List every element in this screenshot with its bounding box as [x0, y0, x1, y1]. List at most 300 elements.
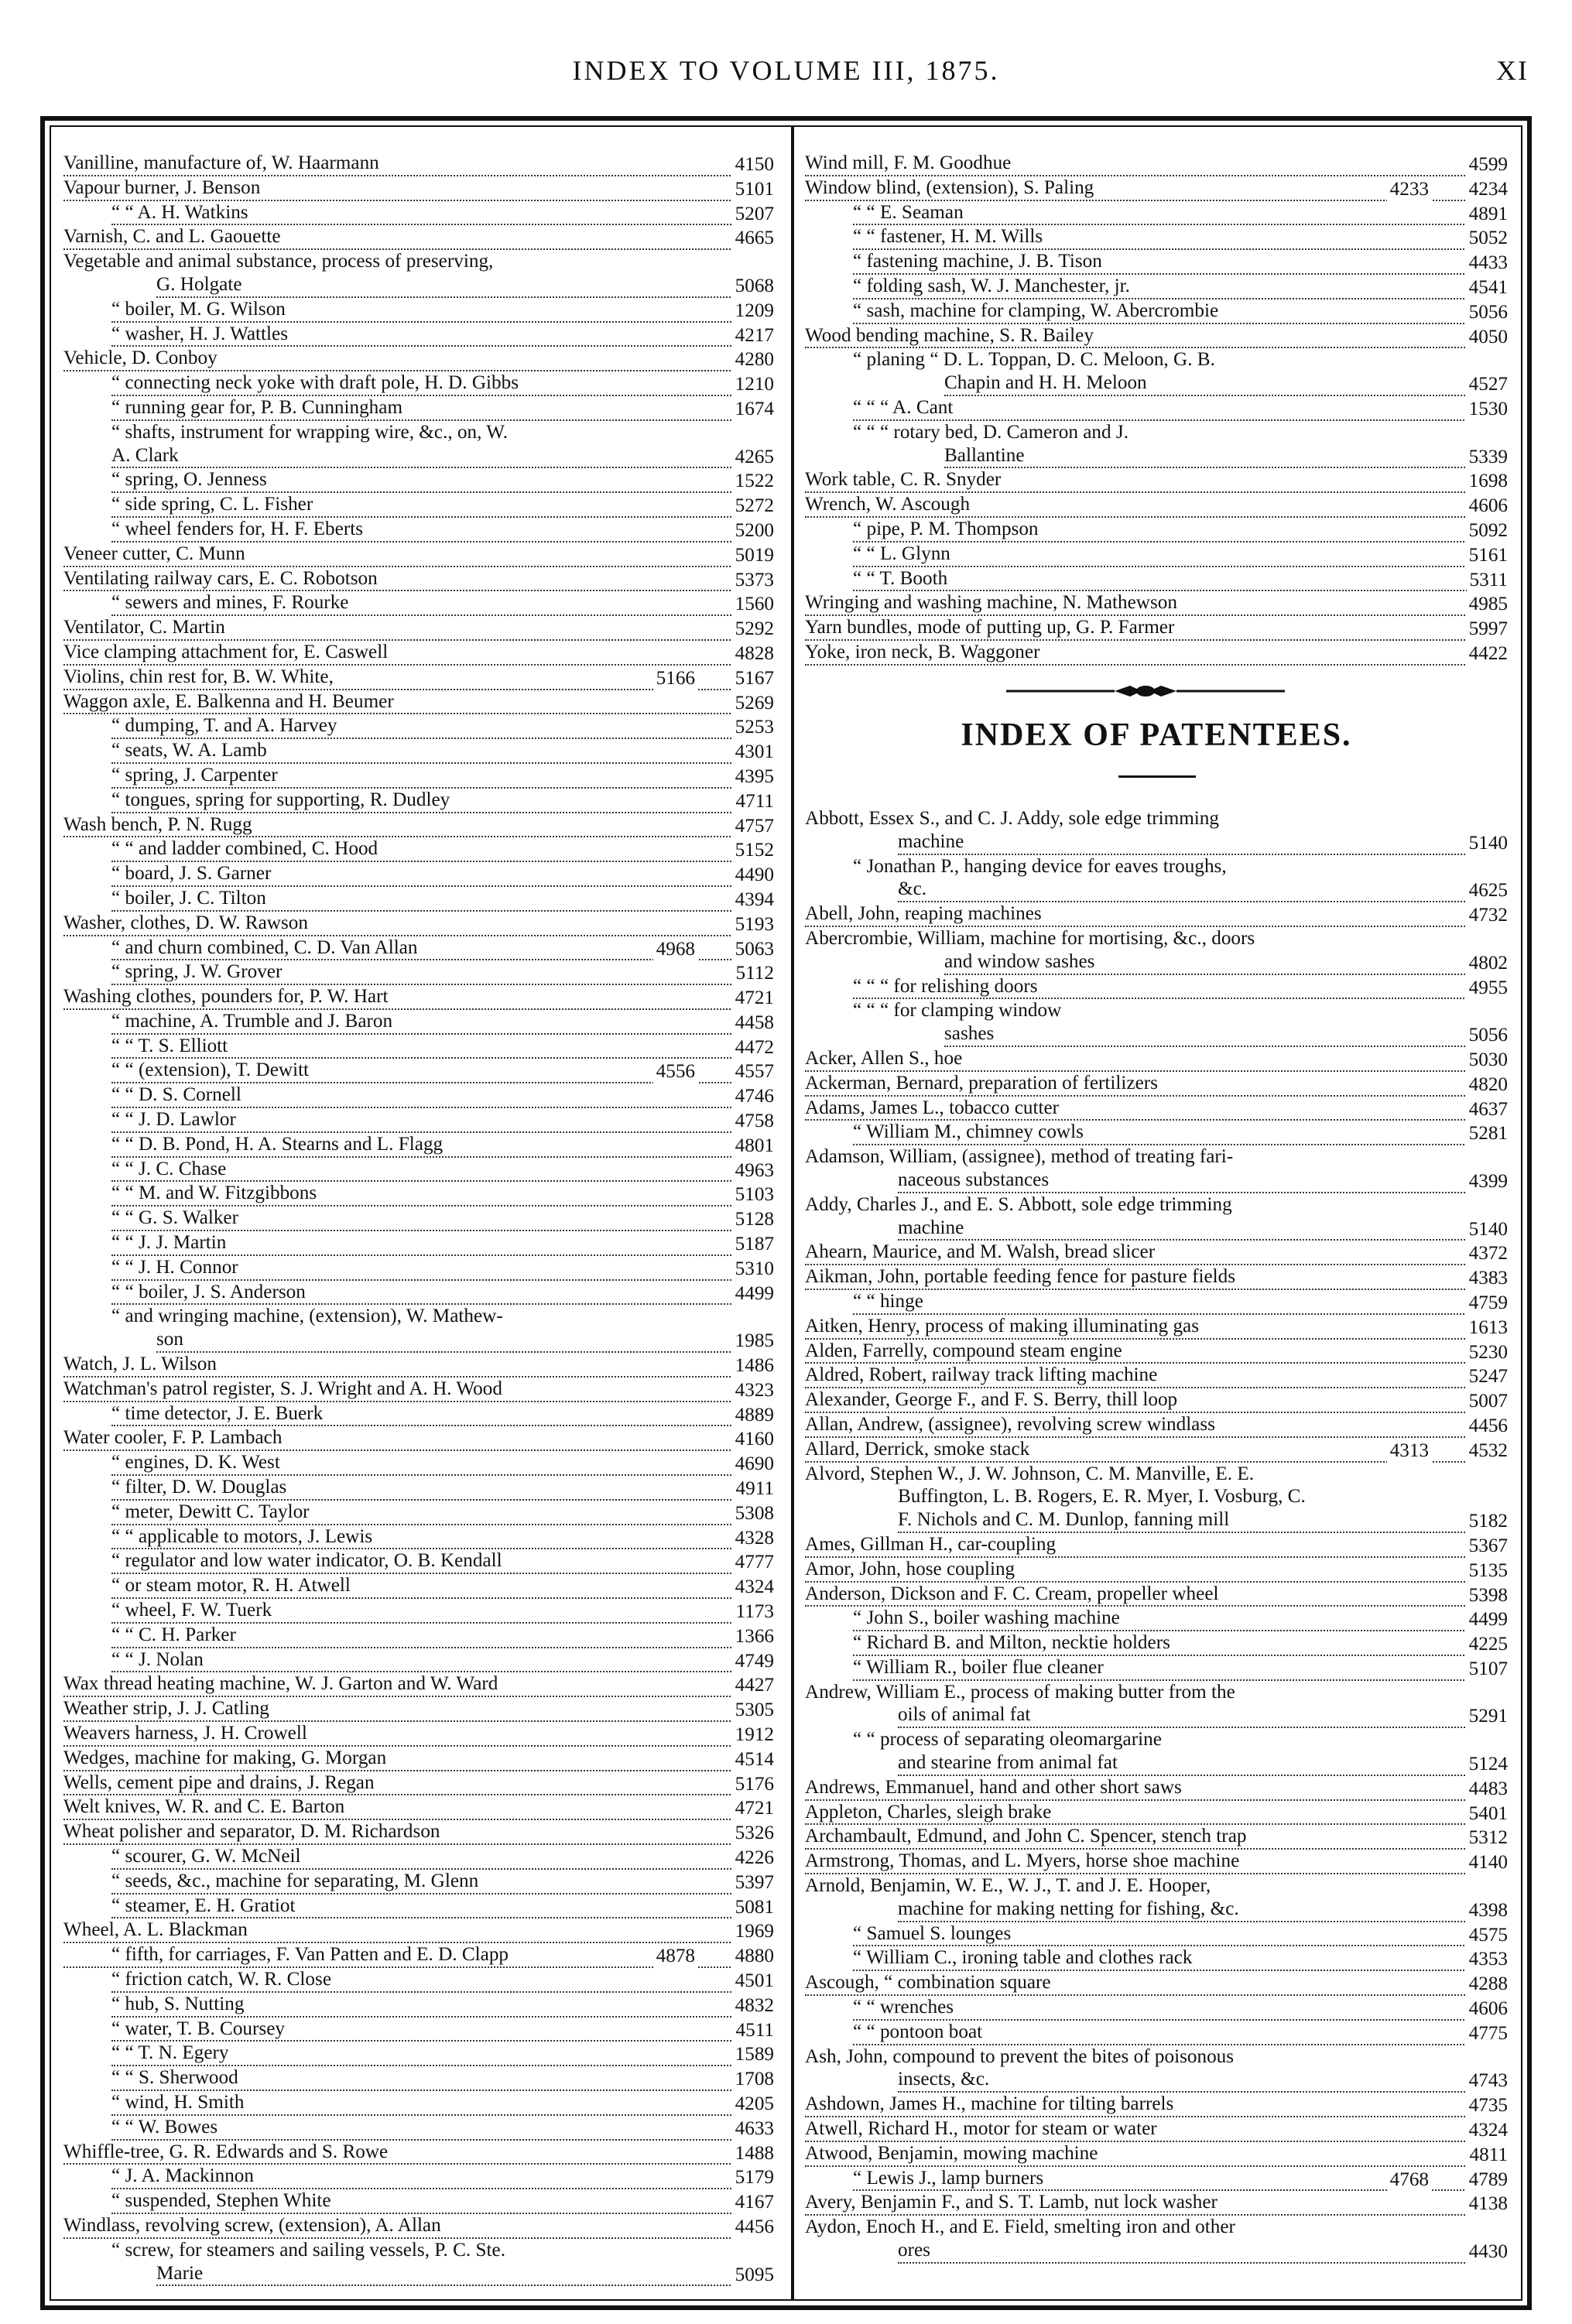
- index-entry: [805, 1508, 1508, 1533]
- entry-text: Wheel, A. L. Blackman: [63, 1918, 774, 1943]
- index-entry: [805, 2021, 1508, 2045]
- entry-patent-number: 5397: [732, 1871, 774, 1894]
- entry-text: Acker, Allen S., hoe: [805, 1047, 1508, 1072]
- entry-patent-number: 5128: [732, 1208, 774, 1231]
- index-entry: [63, 1328, 774, 1353]
- entry-text: Aitken, Henry, process of making illuminating gas: [805, 1315, 1508, 1340]
- index-entry: [805, 1850, 1508, 1874]
- index-entry: [805, 201, 1508, 226]
- entry-text: Aldred, Robert, railway track lifting machine: [805, 1364, 1508, 1388]
- index-entry: [63, 1574, 774, 1599]
- column-divider: [791, 125, 794, 2301]
- index-entry: [63, 1993, 774, 2018]
- entry-text: “ regulator and low water indicator, O. B. Kendall: [111, 1549, 774, 1574]
- entry-text: “ “ J. D. Lawlor: [111, 1108, 774, 1133]
- entry-text: “ Richard B. and Milton, necktie holders: [853, 1631, 1508, 1656]
- index-entry: [805, 1145, 1508, 1169]
- entry-patent-number: 4721: [732, 1797, 774, 1820]
- index-entry: [63, 1010, 774, 1035]
- index-entry: [63, 1083, 774, 1108]
- entry-text: “ “ “ A. Cant: [853, 396, 1508, 421]
- entry-text: Allard, Derrick, smoke stack: [805, 1438, 1508, 1463]
- entry-extension-number: 4233: [1387, 178, 1432, 201]
- index-entry: [805, 1751, 1508, 1776]
- entry-patent-number: 4963: [732, 1159, 774, 1183]
- entry-patent-number: 4472: [732, 1036, 774, 1059]
- index-entry: [805, 1072, 1508, 1097]
- entry-text: Ashdown, James H., machine for tilting barrels: [805, 2093, 1508, 2117]
- entry-patent-number: 4633: [732, 2117, 774, 2141]
- entry-patent-number: 5140: [1466, 832, 1508, 855]
- index-entry: [63, 1256, 774, 1281]
- entry-patent-number: 4527: [1466, 373, 1508, 396]
- index-entry: [63, 1599, 774, 1624]
- index-entry: [805, 830, 1508, 855]
- ornament-divider: [1006, 683, 1285, 699]
- entry-patent-number: 5291: [1466, 1705, 1508, 1728]
- index-entry: [63, 2262, 774, 2287]
- entry-text: machine: [898, 830, 1508, 855]
- entry-patent-number: 1522: [732, 470, 774, 493]
- index-entry: [805, 641, 1508, 666]
- entry-text: Alvord, Stephen W., J. W. Johnson, C. M. Manville, E. E.: [805, 1463, 1255, 1484]
- index-entry: [805, 1485, 1508, 1508]
- entry-patent-number: 4599: [1466, 153, 1508, 176]
- entry-text: “ John S., boiler washing machine: [853, 1607, 1508, 1631]
- entry-patent-number: 5247: [1466, 1365, 1508, 1388]
- entry-patent-number: 4499: [1466, 1608, 1508, 1631]
- entry-patent-number: 5193: [732, 913, 774, 936]
- entry-patent-number: 4721: [732, 987, 774, 1010]
- entry-text: “ board, J. S. Garner: [111, 862, 774, 887]
- entry-text: Varnish, C. and L. Gaouette: [63, 225, 774, 250]
- entry-text: and stearine from animal fat: [898, 1751, 1508, 1776]
- entry-patent-number: 4383: [1466, 1267, 1508, 1290]
- index-entry: [63, 542, 774, 567]
- entry-text: Marie: [156, 2262, 774, 2287]
- entry-patent-number: 1985: [732, 1330, 774, 1353]
- entry-patent-number: 4625: [1466, 879, 1508, 902]
- entry-text: Archambault, Edmund, and John C. Spencer, stench trap: [805, 1825, 1508, 1850]
- entry-text: Adams, James L., tobacco cutter: [805, 1097, 1508, 1121]
- index-entry: [63, 936, 774, 961]
- entry-patent-number: 5167: [732, 667, 774, 690]
- index-entry: [805, 2167, 1508, 2192]
- entry-patent-number: 4911: [733, 1477, 774, 1501]
- entry-text: “ machine, A. Trumble and J. Baron: [111, 1010, 774, 1035]
- entry-patent-number: 4789: [1466, 2168, 1508, 2192]
- left-column: [63, 152, 774, 2286]
- right-column-subjects: [805, 152, 1508, 666]
- entry-text: “ “ J. Nolan: [111, 1648, 774, 1673]
- index-entry: [63, 616, 774, 641]
- entry-text: “ fifth, for carriages, F. Van Patten and E. D. Clapp: [111, 1944, 509, 1966]
- index-entry: [63, 641, 774, 666]
- entry-text: “ “ “ rotary bed, D. Cameron and J.: [853, 421, 1128, 443]
- entry-text: Ballantine: [944, 444, 1508, 469]
- entry-patent-number: 4226: [732, 1847, 774, 1870]
- entry-text: “ dumping, T. and A. Harvey: [111, 714, 774, 739]
- entry-patent-number: 4050: [1466, 326, 1508, 349]
- index-entry: [63, 1378, 774, 1402]
- index-entry: [805, 1681, 1508, 1704]
- entry-text: Arnold, Benjamin, W. E., W. J., T. and J. E. Hooper,: [805, 1875, 1211, 1897]
- entry-text: Vanilline, manufacture of, W. Haarmann: [63, 152, 774, 176]
- entry-patent-number: 4759: [1466, 1292, 1508, 1315]
- index-entry: [805, 1825, 1508, 1850]
- entry-patent-number: 4743: [1466, 2069, 1508, 2093]
- entry-text: “ “ fastener, H. M. Wills: [853, 225, 1508, 250]
- entry-patent-number: 5081: [732, 1896, 774, 1919]
- entry-patent-number: 5272: [732, 495, 774, 518]
- entry-text: Vegetable and animal substance, process of preserving,: [63, 251, 494, 272]
- entry-patent-number: 4138: [1466, 2192, 1508, 2216]
- entry-text: “ wheel, F. W. Tuerk: [111, 1599, 774, 1624]
- index-entry: [805, 1340, 1508, 1364]
- entry-text: “ planing “ D. L. Toppan, D. C. Meloon, G. B.: [853, 349, 1215, 371]
- entry-patent-number: 4324: [1466, 2119, 1508, 2142]
- index-entry: [805, 225, 1508, 250]
- entry-patent-number: 4430: [1466, 2240, 1508, 2264]
- entry-patent-number: 4777: [732, 1551, 774, 1574]
- entry-text: “ shafts, instrument for wrapping wire, &c., on, W.: [111, 421, 509, 443]
- index-entry: [63, 1525, 774, 1550]
- index-entry: [63, 2239, 774, 2262]
- entry-text: “ tongues, spring for supporting, R. Dudley: [111, 789, 774, 813]
- index-entry: [805, 902, 1508, 927]
- entry-patent-number: 4150: [732, 153, 774, 176]
- entry-text: Ventilating railway cars, E. C. Robotson: [63, 567, 774, 592]
- index-entry: [63, 1722, 774, 1747]
- entry-patent-number: 4758: [732, 1110, 774, 1133]
- entry-patent-number: 5101: [732, 178, 774, 201]
- entry-text: “ and churn combined, C. D. Van Allan: [111, 936, 774, 961]
- entry-text: “ “ pontoon boat: [853, 2021, 1508, 2045]
- entry-extension-number: 4313: [1387, 1439, 1432, 1463]
- index-entry: [805, 275, 1508, 299]
- entry-patent-number: 5140: [1466, 1218, 1508, 1241]
- entry-text: Waggon axle, E. Balkenna and H. Beumer: [63, 690, 774, 715]
- index-entry: [805, 1463, 1508, 1486]
- entry-patent-number: 4749: [732, 1650, 774, 1673]
- entry-text: Buffington, L. B. Rogers, E. R. Myer, I. Vosburg, C.: [898, 1486, 1306, 1508]
- entry-text: Appleton, Charles, sleigh brake: [805, 1801, 1508, 1826]
- entry-text: “ “ W. Bowes: [111, 2116, 774, 2141]
- entry-patent-number: 4832: [732, 1994, 774, 2018]
- entry-text: Wind mill, F. M. Goodhue: [805, 152, 1508, 176]
- entry-text: naceous substances: [898, 1169, 1508, 1193]
- page-title: INDEX TO VOLUME III, 1875.: [572, 55, 1000, 86]
- index-entry: [63, 1451, 774, 1476]
- entry-patent-number: 4575: [1466, 1924, 1508, 1947]
- index-entry: [63, 1035, 774, 1059]
- entry-patent-number: 5305: [732, 1699, 774, 1722]
- entry-patent-number: 4160: [732, 1428, 774, 1451]
- entry-text: “ time detector, J. E. Buerk: [111, 1402, 774, 1427]
- entry-text: Weather strip, J. J. Catling: [63, 1697, 774, 1722]
- entry-text: “ “ boiler, J. S. Anderson: [111, 1281, 774, 1306]
- entry-patent-number: 1530: [1466, 398, 1508, 421]
- index-entry: [805, 807, 1508, 830]
- entry-patent-number: 5152: [732, 839, 774, 862]
- entry-patent-number: 1560: [732, 593, 774, 616]
- entry-text: “ friction catch, W. R. Close: [111, 1968, 774, 1993]
- entry-text: “ hub, S. Nutting: [111, 1993, 774, 2018]
- index-entry: [805, 1946, 1508, 1971]
- entry-patent-number: 5007: [1466, 1390, 1508, 1413]
- entry-patent-number: 4637: [1466, 1098, 1508, 1121]
- index-entry: [805, 2068, 1508, 2093]
- index-entry: [805, 371, 1508, 396]
- index-entry: [805, 1315, 1508, 1340]
- entry-patent-number: 5095: [732, 2264, 774, 2287]
- entry-extension-number: 4768: [1387, 2168, 1432, 2192]
- index-entry: [63, 444, 774, 469]
- entry-text: “ steamer, E. H. Gratiot: [111, 1894, 774, 1919]
- entry-text: “ “ process of separating oleomargarine: [853, 1729, 1162, 1751]
- entry-text: G. Holgate: [156, 273, 774, 298]
- entry-patent-number: 5292: [732, 618, 774, 641]
- entry-patent-number: 4501: [732, 1970, 774, 1993]
- entry-text: F. Nichols and C. M. Dunlop, fanning mill: [898, 1508, 1508, 1533]
- entry-patent-number: 5107: [1466, 1658, 1508, 1681]
- entry-patent-number: 4511: [733, 2019, 774, 2042]
- index-entry: [63, 1894, 774, 1919]
- entry-patent-number: 1488: [732, 2142, 774, 2165]
- index-entry: [63, 468, 774, 493]
- entry-text: Aikman, John, portable feeding fence for pasture fields: [805, 1265, 1508, 1290]
- index-entry: [63, 690, 774, 715]
- index-entry: [805, 1922, 1508, 1947]
- index-entry: [805, 1801, 1508, 1826]
- index-entry: [63, 1426, 774, 1451]
- entry-text: insects, &c.: [898, 2068, 1508, 2093]
- index-entry: [63, 1231, 774, 1256]
- entry-patent-number: 4167: [732, 2191, 774, 2214]
- entry-patent-number: 5179: [732, 2166, 774, 2189]
- entry-text: Window blind, (extension), S. Paling: [805, 176, 1508, 201]
- entry-patent-number: 4288: [1466, 1973, 1508, 1996]
- index-entry: [63, 960, 774, 985]
- entry-text: “ pipe, P. M. Thompson: [853, 518, 1508, 542]
- index-entry: [805, 1438, 1508, 1463]
- entry-text: sashes: [944, 1022, 1508, 1047]
- entry-patent-number: 4889: [732, 1404, 774, 1427]
- index-entry: [63, 666, 774, 690]
- entry-patent-number: 1366: [732, 1625, 774, 1648]
- index-entry: [805, 999, 1508, 1022]
- index-entry: [63, 1108, 774, 1133]
- entry-text: machine: [898, 1217, 1508, 1241]
- index-entry: [63, 176, 774, 201]
- entry-text: Wood bending machine, S. R. Bailey: [805, 324, 1508, 349]
- index-entry: [63, 1697, 774, 1722]
- entry-text: machine for making netting for fishing, &c.: [898, 1898, 1508, 1922]
- entry-patent-number: 4532: [1466, 1439, 1508, 1463]
- entry-text: “ scourer, G. W. McNeil: [111, 1845, 774, 1870]
- index-entry: [63, 421, 774, 444]
- entry-patent-number: 5997: [1466, 618, 1508, 641]
- entry-text: “ “ L. Glynn: [853, 542, 1508, 567]
- index-entry: [63, 1133, 774, 1158]
- index-entry: [63, 250, 774, 273]
- index-entry: [805, 1022, 1508, 1047]
- entry-text: Armstrong, Thomas, and L. Myers, horse shoe machine: [805, 1850, 1508, 1874]
- entry-text: “ “ G. S. Walker: [111, 1206, 774, 1231]
- index-entry: [63, 1747, 774, 1771]
- index-entry: [63, 1476, 774, 1501]
- index-entry: [63, 985, 774, 1010]
- entry-text: Welt knives, W. R. and C. E. Barton: [63, 1795, 774, 1820]
- index-entry: [805, 1631, 1508, 1656]
- entry-patent-number: 4398: [1466, 1899, 1508, 1922]
- index-entry: [805, 2117, 1508, 2142]
- index-entry: [805, 975, 1508, 1000]
- entry-patent-number: 1708: [732, 2068, 774, 2091]
- entry-text: Ackerman, Bernard, preparation of fertilizers: [805, 1072, 1508, 1097]
- entry-patent-number: 5056: [1466, 1024, 1508, 1047]
- entry-patent-number: 4483: [1466, 1778, 1508, 1801]
- index-entry: [805, 1558, 1508, 1583]
- index-entry: [63, 862, 774, 887]
- entry-patent-number: 5312: [1466, 1826, 1508, 1850]
- entry-text: “ “ S. Sherwood: [111, 2066, 774, 2091]
- entry-text: “ spring, J. W. Grover: [111, 960, 774, 985]
- index-entry: [63, 1870, 774, 1894]
- entry-patent-number: 5019: [732, 544, 774, 567]
- index-entry: [805, 1047, 1508, 1072]
- entry-text: Aydon, Enoch H., and E. Field, smelting iron and other: [805, 2216, 1235, 2238]
- entry-patent-number: 4557: [732, 1060, 774, 1083]
- index-entry: [805, 878, 1508, 902]
- index-entry: [805, 1169, 1508, 1193]
- index-entry: [805, 1217, 1508, 1241]
- entry-patent-number: 5056: [1466, 301, 1508, 324]
- entry-text: oils of animal fat: [898, 1703, 1508, 1728]
- entry-text: Vehicle, D. Conboy: [63, 347, 774, 371]
- entry-text: “ “ “ for clamping window: [853, 1000, 1062, 1022]
- entry-patent-number: 4433: [1466, 252, 1508, 275]
- entry-patent-number: 4328: [732, 1527, 774, 1550]
- entry-patent-number: 5124: [1466, 1753, 1508, 1776]
- index-entry: [63, 887, 774, 912]
- entry-text: “ screw, for steamers and sailing vessels, P. C. Ste.: [111, 2239, 506, 2261]
- entry-text: “ William R., boiler flue cleaner: [853, 1656, 1508, 1681]
- entry-text: Ascough, “ combination square: [805, 1971, 1508, 1996]
- entry-patent-number: 1209: [732, 299, 774, 323]
- entry-patent-number: 4665: [732, 227, 774, 250]
- entry-patent-number: 4353: [1466, 1948, 1508, 1971]
- index-entry: [805, 152, 1508, 176]
- entry-text: Whiffle-tree, G. R. Edwards and S. Rowe: [63, 2141, 774, 2165]
- index-entry: [805, 1241, 1508, 1265]
- index-entry: [805, 1265, 1508, 1290]
- entry-text: “ J. A. Mackinnon: [111, 2165, 774, 2189]
- entry-text: “ Jonathan P., hanging device for eaves troughs,: [853, 855, 1227, 877]
- entry-patent-number: 5339: [1466, 446, 1508, 469]
- entry-patent-number: 5052: [1466, 227, 1508, 250]
- entry-text: Yoke, iron neck, B. Waggoner: [805, 641, 1508, 666]
- entry-patent-number: 4456: [732, 2216, 774, 2239]
- entry-text: Yarn bundles, mode of putting up, G. P. Farmer: [805, 616, 1508, 641]
- index-entry: [805, 1533, 1508, 1558]
- patents-section-title: INDEX OF PATENTEES.: [961, 717, 1352, 753]
- index-entry: [805, 348, 1508, 371]
- index-entry: [63, 1918, 774, 1943]
- index-entry: [63, 1501, 774, 1525]
- entry-text: “ sash, machine for clamping, W. Abercrombie: [853, 299, 1508, 324]
- entry-text: Ahearn, Maurice, and M. Walsh, bread slicer: [805, 1241, 1508, 1265]
- right-column-patentees: [805, 807, 1508, 2264]
- entry-patent-number: 4955: [1466, 977, 1508, 1000]
- entry-text: “ suspended, Stephen White: [111, 2189, 774, 2214]
- entry-text: Wedges, machine for making, G. Morgan: [63, 1747, 774, 1771]
- index-entry: [63, 912, 774, 936]
- entry-patent-number: 5112: [733, 962, 774, 985]
- entry-patent-number: 4514: [732, 1748, 774, 1771]
- page-number: XI: [1496, 55, 1529, 86]
- entry-text: Wrench, W. Ascough: [805, 493, 1508, 518]
- index-entry: [805, 324, 1508, 349]
- entry-patent-number: 1613: [1466, 1316, 1508, 1340]
- entry-text: Watch, J. L. Wilson: [63, 1353, 774, 1378]
- entry-text: “ “ “ for relishing doors: [853, 975, 1508, 1000]
- entry-patent-number: 5311: [1467, 569, 1508, 592]
- index-entry: [805, 567, 1508, 592]
- entry-text: “ side spring, C. L. Fisher: [111, 493, 774, 518]
- entry-patent-number: 4458: [732, 1011, 774, 1035]
- entry-text: Abbott, Essex S., and C. J. Addy, sole edge trimming: [805, 808, 1219, 829]
- index-entry: [63, 347, 774, 371]
- index-entry: [805, 1388, 1508, 1413]
- entry-text: Avery, Benjamin F., and S. T. Lamb, nut lock washer: [805, 2191, 1508, 2216]
- entry-text: “ Samuel S. lounges: [853, 1922, 1508, 1947]
- index-entry: [805, 1413, 1508, 1438]
- entry-text: Addy, Charles J., and E. S. Abbott, sole edge trimming: [805, 1193, 1232, 1215]
- entry-text: “ and wringing machine, (extension), W. Mathew-: [111, 1306, 503, 1327]
- entry-text: Anderson, Dickson and F. C. Cream, propeller wheel: [805, 1583, 1508, 1607]
- index-entry: [63, 1624, 774, 1648]
- entry-text: Watchman's patrol register, S. J. Wright and A. H. Wood: [63, 1378, 774, 1402]
- entry-patent-number: 4801: [732, 1135, 774, 1158]
- entry-patent-number: 5398: [1466, 1584, 1508, 1607]
- entry-patent-number: 4394: [732, 888, 774, 912]
- entry-text: “ “ J. H. Connor: [111, 1256, 774, 1281]
- entry-patent-number: 1912: [732, 1723, 774, 1747]
- index-entry: [63, 1059, 774, 1083]
- index-entry: [63, 1968, 774, 1993]
- index-entry: [805, 1583, 1508, 1607]
- entry-patent-number: 4422: [1466, 642, 1508, 666]
- index-entry: [805, 2216, 1508, 2239]
- entry-patent-number: 4301: [732, 741, 774, 764]
- entry-patent-number: 4828: [732, 642, 774, 666]
- entry-text: “ wheel fenders for, H. F. Eberts: [111, 518, 774, 542]
- index-entry: [805, 591, 1508, 616]
- index-entry: [805, 1121, 1508, 1145]
- entry-text: Alden, Farrelly, compound steam engine: [805, 1340, 1508, 1364]
- entry-patent-number: 1969: [732, 1920, 774, 1943]
- index-entry: [63, 371, 774, 396]
- entry-text: “ seeds, &c., machine for separating, M. Glenn: [111, 1870, 774, 1894]
- entry-patent-number: 5367: [1466, 1535, 1508, 1558]
- entry-text: “ “ E. Seaman: [853, 201, 1508, 226]
- entry-patent-number: 1674: [732, 398, 774, 421]
- entry-patent-number: 4606: [1466, 1997, 1508, 2021]
- entry-patent-number: 4234: [1466, 178, 1508, 201]
- entry-patent-number: 4140: [1466, 1851, 1508, 1874]
- index-entry: [805, 1874, 1508, 1898]
